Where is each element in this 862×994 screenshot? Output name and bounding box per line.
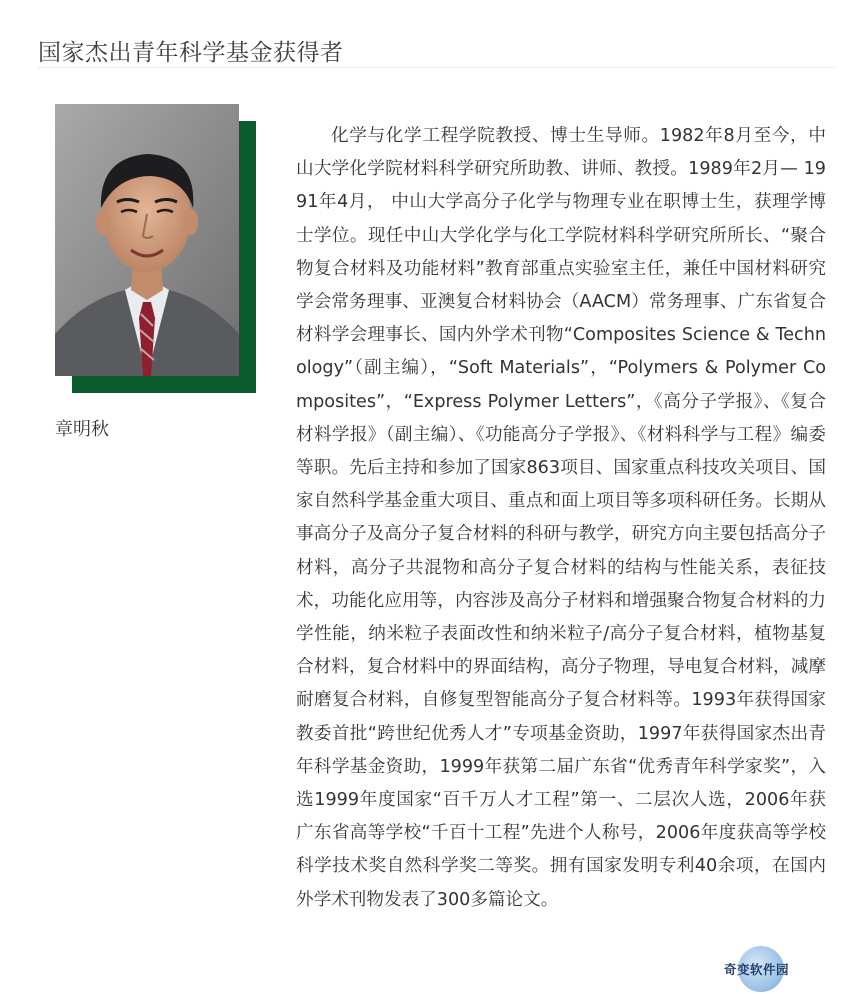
page-title: 国家杰出青年科学基金获得者 [38,40,344,67]
biography-text: 化学与化学工程学院教授、博士生导师。1982年8月至今，中山大学化学院材料科学研究所助教、讲师、教授。1989年2月— 1991年4月， 中山大学高分子化学与物理专业在职博士生，获理学博士学位。现任中山大学化学与化工学院材料科学研究所所长、“聚合物复合材料及功能材料”教育部重点实验室主任，兼任中国材料研究学会常务理事、亚澳复合材料协会（AACM）常务理事、广东省复合材料学会理事长、国内外学术刊物“Composites Science & Technology”（副主编），“Soft Materials”，“Polymers & Polymer Composites”，“Express Polymer Letters”，《高分子学报》、《复合材料学报》（副主编）、《功能高分子学报》、《材料科学与工程》编委等职。先后主持和参加了国家863项目、国家重点科技攻关项目、国家自然科学基金重大项目、重点和面上项目等多项科研任务。长期从事高分子及高分子复合材料的科研与教学，研究方向主要包括高分子材料，高分子共混物和高分子复合材料的结构与性能关系，表征技术，功能化应用等，内容涉及高分子材料和增强聚合物复合材料的力学性能，纳米粒子表面改性和纳米粒子/高分子复合材料，植物基复合材料，复合材料中的界面结构，高分子物理，导电复合材料，减摩耐磨复合材料，自修复型智能高分子复合材料等。1993年获得国家教委首批“跨世纪优秀人才”专项基金资助，1997年获得国家杰出青年科学基金资助，1999年获第二届广东省“优秀青年科学家奖”，入选1999年度国家“百千万人才工程”第一、二层次人选，2006年获广东省高等学校“千百十工程”先进个人称号，2006年度获高等学校科学技术奖自然科学奖二等奖。拥有国家发明专利40余项，在国内外学术刊物发表了300多篇论文。 [296,126,826,910]
person-name: 章明秋 [55,419,109,440]
watermark-logo [724,946,810,990]
portrait-photo [55,104,239,376]
watermark-text: 奇变软件园 [724,962,790,977]
title-divider [38,67,836,68]
